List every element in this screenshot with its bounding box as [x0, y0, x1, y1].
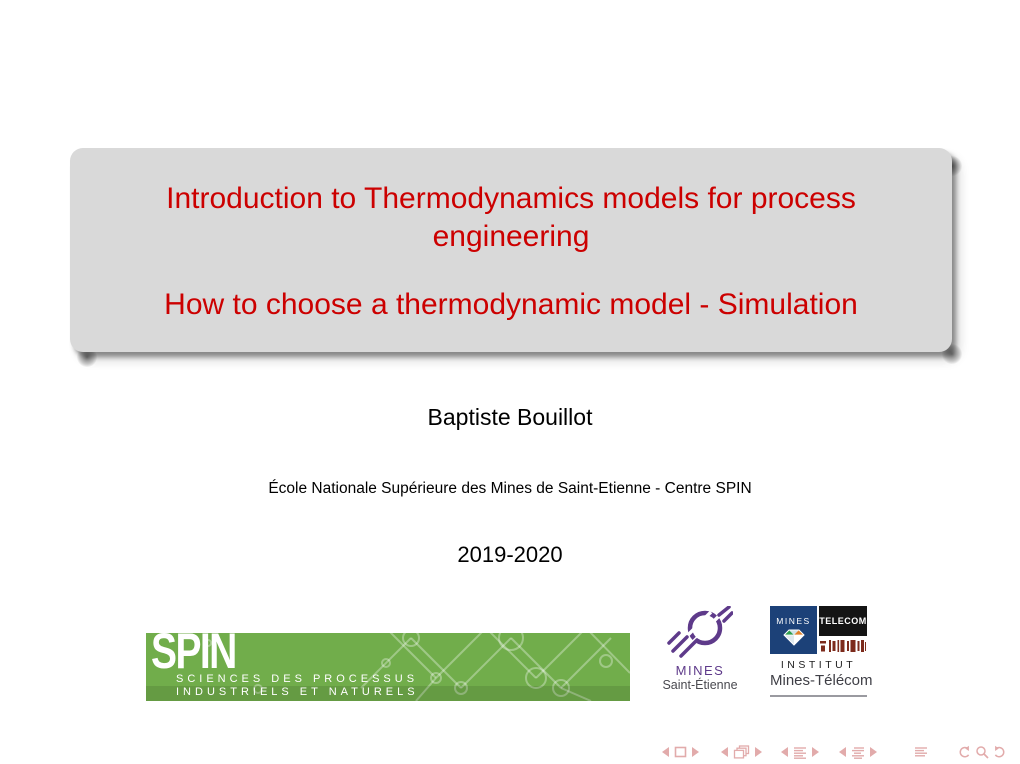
document-lines-icon[interactable]	[914, 746, 928, 759]
subsection-back-icon[interactable]	[838, 746, 847, 758]
mines-saint-etienne-logo	[650, 606, 750, 693]
slide-title: Introduction to Thermodynamics models for process engineering	[166, 182, 856, 253]
section-back-icon[interactable]	[780, 746, 789, 758]
date-line: 2019-2020	[457, 542, 563, 567]
imt-red-glyphs	[819, 638, 867, 654]
subsection-lines-icon[interactable]	[851, 746, 865, 759]
spin-tagline-1: SCIENCES DES PROCESSUS	[176, 673, 419, 685]
imt-institut-label: INSTITUT	[780, 659, 857, 671]
history-forward-icon[interactable]	[993, 745, 1008, 759]
spin-acronym: SPIN	[151, 623, 236, 679]
beamer-navigation-bar	[661, 745, 1008, 759]
imt-mines-label: MINES	[776, 616, 811, 626]
section-forward-icon[interactable]	[811, 746, 820, 758]
imt-telecom-square	[819, 606, 867, 636]
section-lines-icon[interactable]	[793, 746, 807, 759]
imt-telecom-label: TELECOM	[819, 616, 867, 626]
search-icon[interactable]	[975, 745, 989, 759]
imt-diamond-icon	[783, 629, 805, 646]
slide-back-icon[interactable]	[661, 746, 670, 758]
mines-saint-etienne-subname: Saint-Étienne	[662, 678, 738, 693]
institute-line: École Nationale Supérieure des Mines de Saint-Etienne - Centre SPIN	[268, 480, 752, 497]
history-back-icon[interactable]	[956, 745, 971, 759]
imt-mines-square	[770, 606, 817, 654]
mines-saint-etienne-name: MINES	[675, 663, 725, 678]
mines-swoosh-icon	[667, 606, 733, 658]
imt-name-label: Mines-Télécom	[770, 672, 873, 689]
frame-forward-icon[interactable]	[754, 746, 763, 758]
frames-icon[interactable]	[733, 745, 750, 759]
imt-underline	[770, 695, 867, 697]
institut-mines-telecom-logo	[770, 606, 873, 697]
author-name: Baptiste Bouillot	[427, 404, 593, 430]
slide-forward-icon[interactable]	[691, 746, 700, 758]
title-box	[70, 148, 952, 352]
spin-logo	[146, 623, 630, 701]
slide-subtitle: How to choose a thermodynamic model - Simulation	[164, 288, 858, 321]
slide-icon[interactable]	[674, 746, 687, 758]
spin-tagline-2: INDUSTRIELS ET NATURELS	[176, 686, 419, 698]
frame-back-icon[interactable]	[720, 746, 729, 758]
imt-red-glyphs-icon	[820, 639, 866, 653]
subsection-forward-icon[interactable]	[869, 746, 878, 758]
